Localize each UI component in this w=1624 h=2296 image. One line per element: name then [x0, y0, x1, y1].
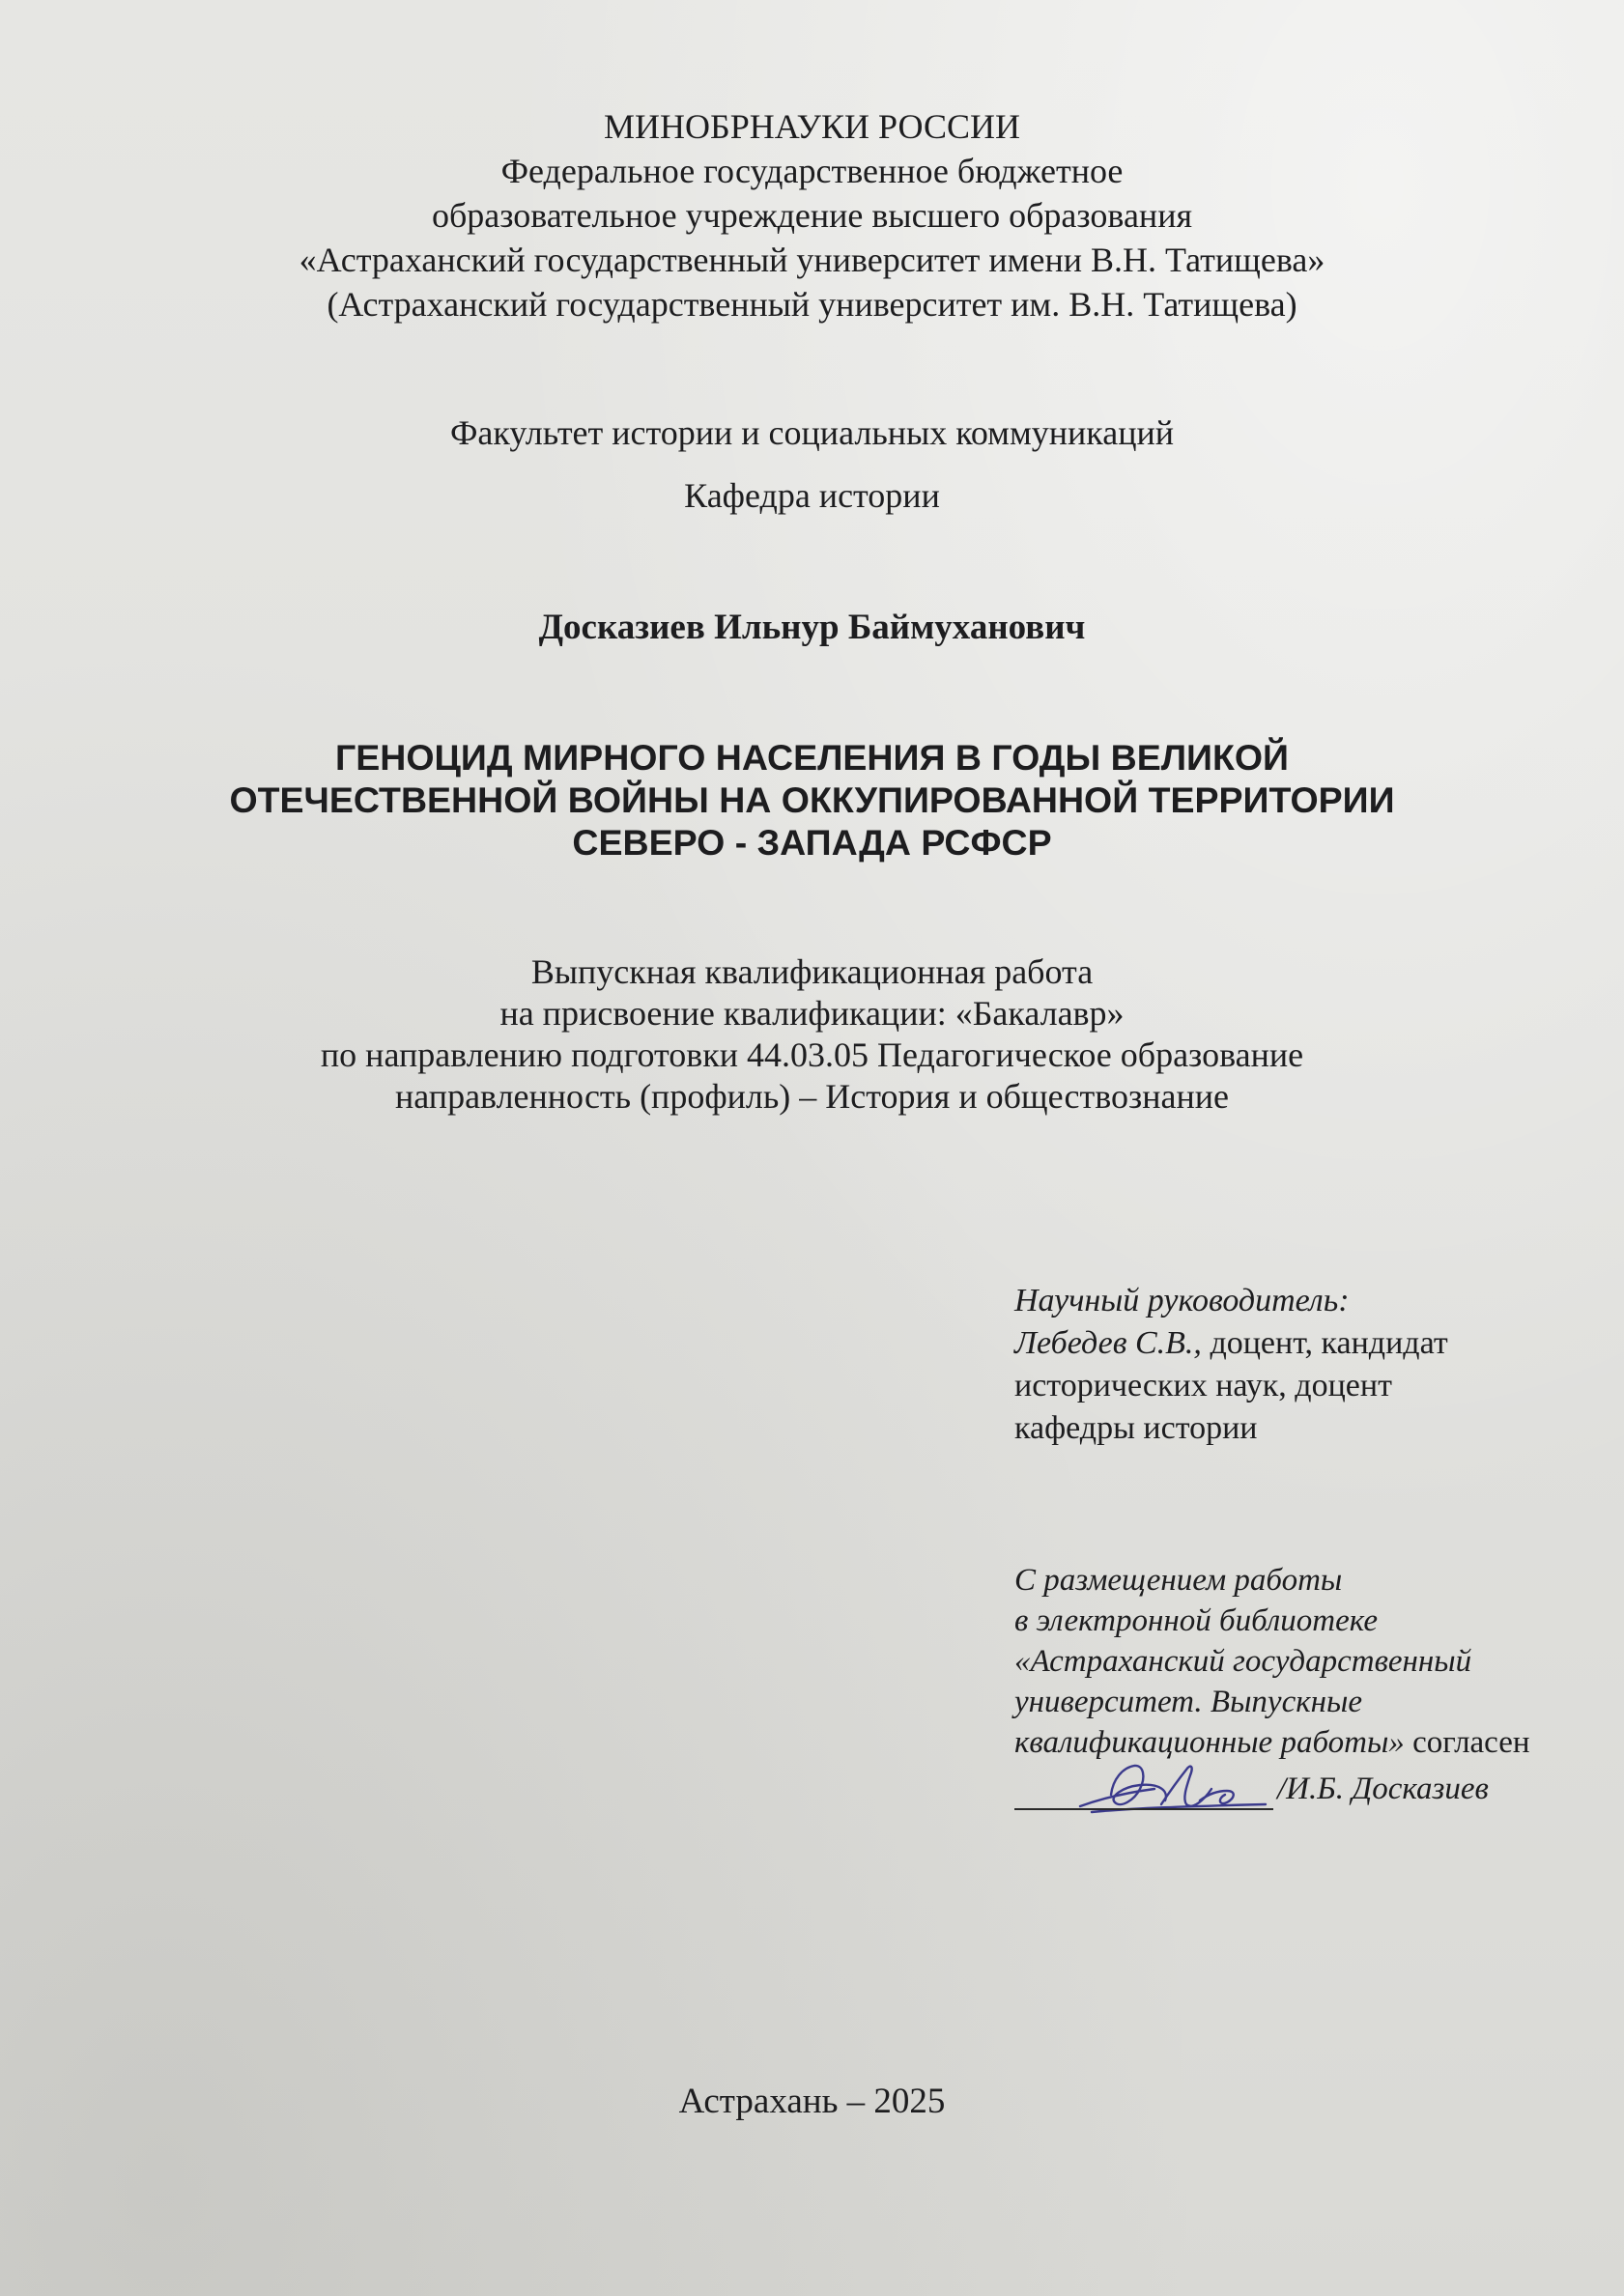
- consent-agreed-word: согласен: [1404, 1725, 1530, 1760]
- thesis-title-line: СЕВЕРО - ЗАПАДА РСФСР: [572, 822, 1052, 863]
- qualification: на присвоение квалификации: «Бакалавр»: [499, 994, 1125, 1033]
- supervisor-label: Научный руководитель:: [1014, 1283, 1350, 1318]
- consent-line: в электронной библиотеке: [1014, 1603, 1378, 1638]
- study-profile: направленность (профиль) – История и обществознание: [395, 1077, 1229, 1116]
- signature-underline: [1014, 1808, 1273, 1810]
- institution-type-line-2: образовательное учреждение высшего образования: [431, 196, 1193, 235]
- author-name: Досказиев Ильнур Баймуханович: [538, 608, 1086, 647]
- supervisor-title-part-1: доцент, кандидат: [1201, 1325, 1448, 1361]
- handwritten-signature: [1072, 1750, 1275, 1828]
- signature-row: [1014, 1764, 1517, 1812]
- ministry-name: МИНОБРНАУКИ РОССИИ: [604, 107, 1020, 146]
- university-full-name: «Астраханский государственный университет имени В.Н. Татищева»: [299, 241, 1325, 279]
- department-name: Кафедра истории: [684, 476, 940, 515]
- thesis-title: [0, 736, 1624, 864]
- faculty-name: Факультет истории и социальных коммуникаций: [449, 413, 1174, 452]
- consent-line: университет. Выпускные: [1014, 1685, 1363, 1719]
- work-type: Выпускная квалификационная работа: [530, 952, 1094, 991]
- thesis-title-line: ГЕНОЦИД МИРНОГО НАСЕЛЕНИЯ В ГОДЫ ВЕЛИКОЙ: [334, 737, 1289, 778]
- supervisor-block: [1014, 1280, 1448, 1450]
- consent-line-italic-part: квалификационные работы»: [1014, 1725, 1405, 1760]
- city-and-year: Астрахань – 2025: [678, 2082, 946, 2121]
- thesis-title-line: ОТЕЧЕСТВЕННОЙ ВОЙНЫ НА ОККУПИРОВАННОЙ ТЕРРИТОРИИ: [229, 780, 1395, 820]
- supervisor-title-part-2: исторических наук, доцент: [1014, 1368, 1392, 1403]
- library-consent-block: [1014, 1560, 1530, 1763]
- supervisor-line-1: [1014, 1322, 1448, 1365]
- study-direction: по направлению подготовки 44.03.05 Педагогическое образование: [320, 1035, 1304, 1074]
- institution-header: [0, 104, 1624, 326]
- university-short-name: (Астраханский государственный университет им. В.Н. Татищева): [327, 285, 1297, 324]
- work-description: [0, 951, 1624, 1118]
- supervisor-title-part-3: кафедры истории: [1014, 1410, 1258, 1446]
- signature-name: /И.Б. Досказиев: [1277, 1772, 1489, 1806]
- consent-line: С размещением работы: [1014, 1563, 1343, 1598]
- institution-type-line-1: Федеральное государственное бюджетное: [500, 152, 1124, 190]
- supervisor-name: Лебедев С.В.,: [1014, 1325, 1202, 1361]
- consent-line: «Астраханский государственный: [1014, 1644, 1472, 1679]
